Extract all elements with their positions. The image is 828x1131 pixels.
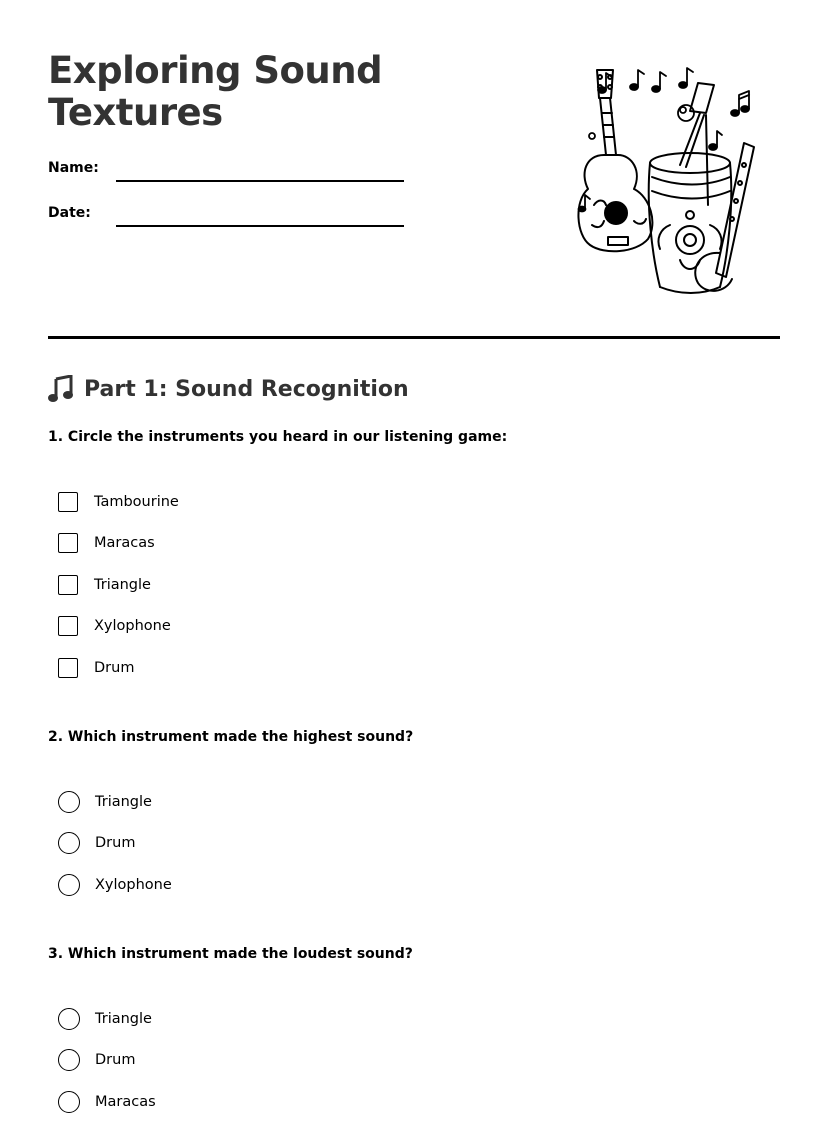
option-label: Drum [95,835,136,852]
radio-button[interactable] [58,1049,80,1071]
radio-button[interactable] [58,874,80,896]
worksheet-title: Exploring Sound Textures [48,49,383,134]
name-line[interactable] [116,180,404,182]
date-line[interactable] [116,225,404,227]
option-xylophone[interactable] [58,873,172,897]
checkbox[interactable] [58,658,78,678]
option-tambourine[interactable] [58,490,179,514]
option-triangle[interactable] [58,573,179,597]
question-2: 2. Which instrument made the highest sound? [48,729,414,745]
option-drum[interactable] [58,1048,156,1072]
option-maracas[interactable] [58,531,179,555]
checkbox[interactable] [58,575,78,595]
checkbox[interactable] [58,492,78,512]
radio-button[interactable] [58,1091,80,1113]
radio-button[interactable] [58,1008,80,1030]
option-label: Triangle [94,576,151,593]
option-label: Xylophone [95,876,172,893]
option-label: Triangle [95,794,152,810]
option-maracas[interactable] [58,1090,156,1114]
lute-icon [680,83,714,205]
option-label: Maracas [94,535,155,552]
name-field [48,158,408,182]
option-xylophone[interactable] [58,614,179,638]
question-1-options [58,490,179,697]
radio-button[interactable] [58,832,80,854]
question-1: 1. Circle the instruments you heard in our listening game: [48,429,508,445]
ukulele-icon [578,70,652,251]
drum-icon [649,153,732,293]
option-label: Tambourine [94,494,179,510]
name-label: Name: [48,160,99,176]
option-label: Maracas [95,1093,156,1110]
header-divider [48,336,780,339]
question-3: 3. Which instrument made the loudest sound? [48,946,413,962]
question-2-options [58,790,172,914]
part1-heading [48,373,409,405]
option-drum[interactable] [58,831,172,855]
option-label: Xylophone [94,618,171,635]
musical-instruments-illustration [530,55,762,300]
music-note-icon [48,375,74,403]
date-label: Date: [48,205,91,221]
date-field [48,203,408,227]
checkbox[interactable] [58,533,78,553]
option-label: Drum [95,1052,136,1069]
option-label: Triangle [95,1011,152,1027]
option-label: Drum [94,659,135,676]
option-triangle[interactable] [58,1007,156,1031]
part1-title: Part 1: Sound Recognition [84,376,409,402]
option-triangle[interactable] [58,790,172,814]
question-3-options [58,1007,156,1131]
radio-button[interactable] [58,791,80,813]
option-drum[interactable] [58,656,179,680]
worksheet-page [48,0,780,1118]
checkbox[interactable] [58,616,78,636]
